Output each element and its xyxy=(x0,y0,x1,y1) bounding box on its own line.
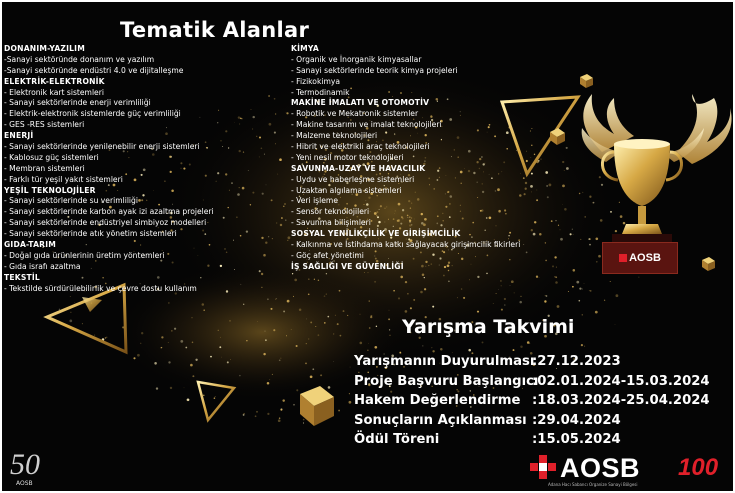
topic-item: - Organik ve İnorganik kimyasallar xyxy=(291,54,422,64)
aosb-logo-subtitle: Adana Hacı Sabancı Organize Sanayi Bölgesi xyxy=(548,482,638,487)
category-heading: GIDA-TARIM xyxy=(4,240,56,250)
topic-item: - Veri işleme xyxy=(291,196,338,206)
topic-item: - Gıda israfı azaltma xyxy=(4,261,81,271)
schedule-label: Hakem Değerlendirme xyxy=(354,393,521,408)
aosb-logo xyxy=(530,451,640,485)
fifty-year-logo-caption: AOSB xyxy=(16,480,33,487)
category-heading: YEŞİL TEKNOLOJİLER xyxy=(4,185,96,195)
topic-item: - Uydu ve haberleşme sistemleri xyxy=(291,174,415,184)
schedule-date: :18.03.2024-25.04.2024 xyxy=(532,393,710,408)
topic-item: - Robotik ve Mekatronik sistemler xyxy=(291,109,419,119)
topic-item: - Sanayi sektörlerinde endüstriyel simbiyoz modelleri xyxy=(4,218,207,228)
category-heading: SAVUNMA-UZAY VE HAVACILIK xyxy=(291,163,426,173)
topic-item: - Sanayi sektörlerinde karbon ayak izi azaltma projeleri xyxy=(4,207,214,217)
schedule-date: :02.01.2024-15.03.2024 xyxy=(532,373,710,389)
trophy-plaque xyxy=(602,242,678,274)
gold-cube-icon xyxy=(580,74,593,88)
schedule-date: :27.12.2023 xyxy=(532,354,621,369)
topic-item: -Sanayi sektöründe endüstri 4.0 ve dijitalleşme xyxy=(4,65,184,75)
topic-item: - Malzeme teknolojileri xyxy=(291,131,378,141)
topic-item: - Kalkınma ve İstihdama katkı sağlayacak girişimcilik fikirleri xyxy=(291,240,521,250)
aosb-mark-icon xyxy=(530,455,556,481)
schedule-date: :15.05.2024 xyxy=(532,432,621,447)
category-heading: TEKSTİL xyxy=(4,272,40,282)
thematic-areas-left xyxy=(4,44,214,294)
category-heading: İŞ SAĞLIĞI VE GÜVENLİĞİ xyxy=(291,261,404,271)
topic-item: - Hibrit ve elektrikli araç teknolojileri xyxy=(291,142,430,152)
schedule-row xyxy=(354,430,710,450)
schedule-label: Ödül Töreni xyxy=(354,432,440,447)
topic-item: - Makine tasarımı ve imalat teknolojileri xyxy=(291,120,442,130)
topic-item: - Göç afet yönetimi xyxy=(291,250,364,260)
plaque-text: AOSB xyxy=(629,252,661,264)
topic-item: - GES -RES sistemleri xyxy=(4,120,85,130)
schedule-row xyxy=(354,411,710,431)
category-heading: KİMYA xyxy=(291,44,319,53)
topic-item: - Sanayi sektörlerinde yenilenebilir enerji sistemleri xyxy=(4,142,200,152)
category-heading: MAKİNE İMALATI VE OTOMOTİV xyxy=(291,98,430,108)
topic-item: - Sanayi sektörlerinde atık yönetim sistemleri xyxy=(4,229,177,239)
topic-item: - Fizikokimya xyxy=(291,76,340,86)
schedule-label: Sonuçların Açıklanması xyxy=(354,412,527,428)
category-heading: SOSYAL YENİLİKÇİLİK VE GİRİŞİMCİLİK xyxy=(291,229,461,239)
schedule-label: Yarışmanın Duyurulması xyxy=(354,354,535,369)
thematic-areas-right xyxy=(291,44,520,273)
category-heading: DONANIM-YAZILIM xyxy=(4,44,85,53)
page-title: Tematik Alanlar xyxy=(120,18,310,42)
topic-item: - Uzaktan algılama sistemleri xyxy=(291,185,402,195)
topic-item: - Sanayi sektörlerinde enerji verimliliği xyxy=(4,98,151,108)
topic-item: - Tekstilde sürdürülebilirlik ve çevre dostu kullanım xyxy=(4,283,197,293)
schedule-date: :29.04.2024 xyxy=(532,412,621,428)
schedule-row xyxy=(354,391,710,411)
aosb-logo-text: AOSB xyxy=(560,452,641,483)
gold-triangle-icon xyxy=(82,297,102,312)
topic-item: - Elektronik kart sistemleri xyxy=(4,87,104,97)
topic-item: - Termodinamik xyxy=(291,87,350,97)
schedule-row xyxy=(354,372,710,392)
schedule-row xyxy=(354,352,710,372)
category-heading: ENERJİ xyxy=(4,131,34,141)
centennial-logo: 100 xyxy=(678,454,719,481)
topic-item: - Sensör teknolojileri xyxy=(291,207,370,217)
topic-item: -Sanayi sektöründe donanım ve yazılım xyxy=(4,54,155,64)
topic-item: - Yeni nesil motor teknolojileri xyxy=(291,152,404,162)
topic-item: - Savunma bilişimleri xyxy=(291,218,371,228)
schedule-label: Proje Başvuru Başlangıcı xyxy=(354,373,539,389)
aosb-mark-icon xyxy=(619,254,627,262)
gold-cube-icon xyxy=(702,257,715,271)
schedule-title: Yarışma Takvimi xyxy=(402,316,575,338)
schedule-table xyxy=(354,352,710,450)
topic-item: - Sanayi sektörlerinde su verimliliği xyxy=(4,196,138,206)
topic-item: - Doğal gıda ürünlerinin üretim yöntemleri xyxy=(4,250,165,260)
topic-item: - Kablosuz güç sistemleri xyxy=(4,152,99,162)
topic-item: - Membran sistemleri xyxy=(4,163,85,173)
topic-item: - Sanayi sektörlerinde teorik kimya projeleri xyxy=(291,65,458,75)
category-heading: ELEKTRİK-ELEKTRONİK xyxy=(4,76,105,86)
fifty-year-logo: 50 xyxy=(10,448,40,481)
topic-item: - Farklı tür yeşil yakıt sistemleri xyxy=(4,174,123,184)
poster xyxy=(2,2,733,491)
topic-item: - Elektrik-elektronik sistemlerde güç verimliliği xyxy=(4,109,181,119)
